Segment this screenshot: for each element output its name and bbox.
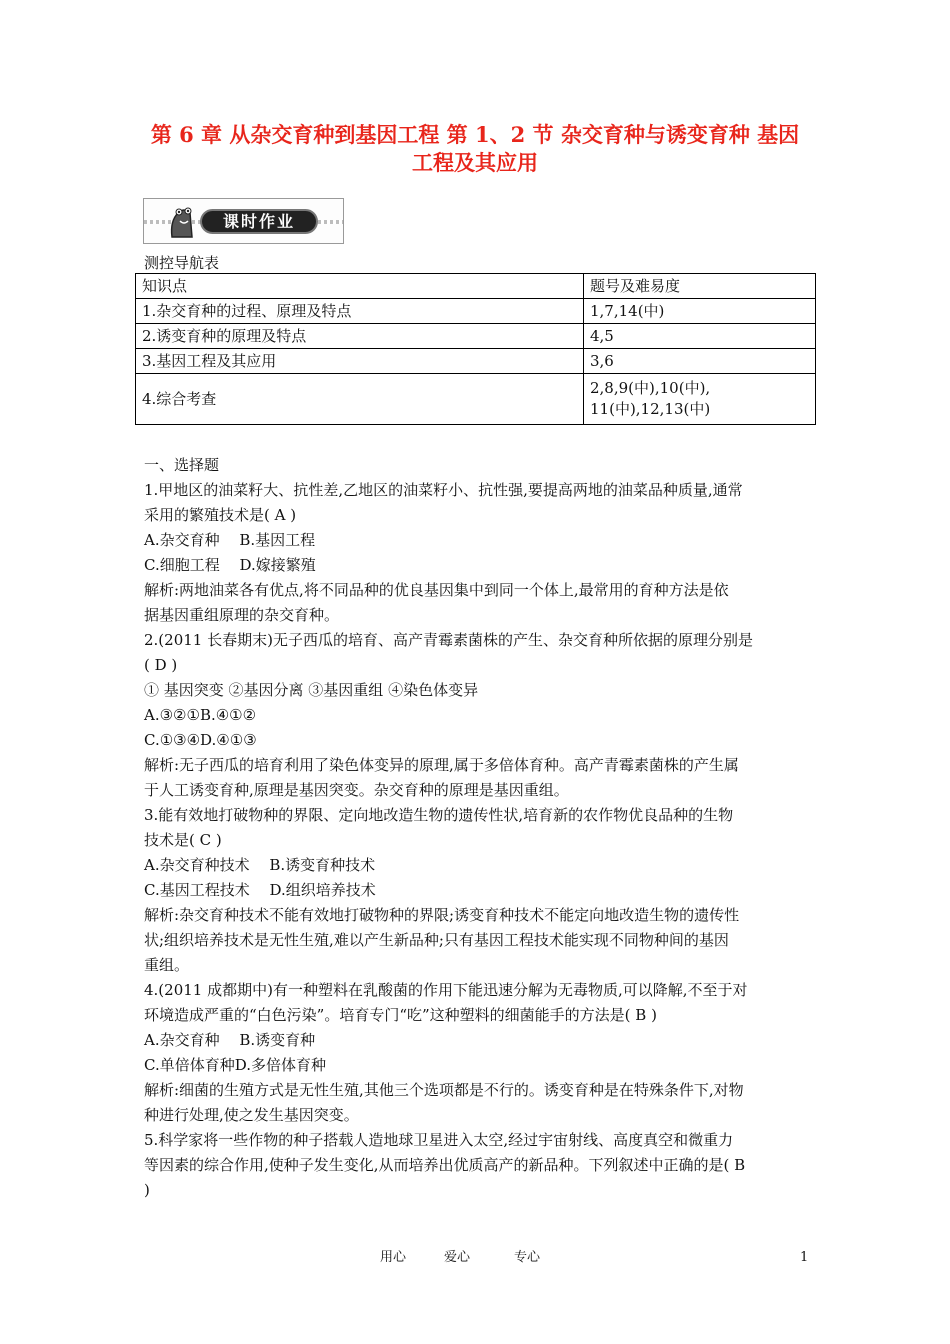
row-topic: 3.基因工程及其应用 xyxy=(136,349,584,374)
title-line-1: 第 6 章 从杂交育种到基因工程 第 1、2 节 杂交育种与诱变育种 基因 xyxy=(150,122,800,147)
table-row xyxy=(136,374,816,425)
body-line: ( D ) xyxy=(144,656,178,674)
title-line-2: 工程及其应用 xyxy=(412,150,538,175)
body-line: 1.甲地区的油菜籽大、抗性差,乙地区的油菜籽小、抗性强,要提高两地的油菜品种质量,通常 xyxy=(144,481,743,499)
body-line: 重组。 xyxy=(144,956,190,974)
body-line: C.单倍体育种D.多倍体育种 xyxy=(144,1056,326,1074)
body-line: 解析:杂交育种技术不能有效地打破物种的界限;诱变育种技术不能定向地改造生物的遗传性 xyxy=(144,906,740,924)
table-header-row xyxy=(136,274,816,299)
body-line: C.细胞工程 D.嫁接繁殖 xyxy=(144,556,316,574)
header-topic: 知识点 xyxy=(136,274,584,299)
body-line: 2.(2011 长春期末)无子西瓜的培育、高产青霉素菌株的产生、杂交育种所依据的原理分别是 xyxy=(144,631,753,649)
body-line: 解析:无子西瓜的培育利用了染色体变异的原理,属于多倍体育种。高产青霉素菌株的产生属 xyxy=(144,756,739,774)
table-caption: 测控导航表 xyxy=(144,254,220,272)
body-line: ) xyxy=(144,1181,150,1199)
row-items: 3,6 xyxy=(584,349,816,374)
body-line: 解析:细菌的生殖方式是无性生殖,其他三个选项都是不行的。诱变育种是在特殊条件下,对物 xyxy=(144,1081,744,1099)
body-line: C.基因工程技术 D.组织培养技术 xyxy=(144,881,376,899)
body-line: A.杂交育种 B.诱变育种 xyxy=(144,1031,316,1049)
body-line: 于人工诱变育种,原理是基因突变。杂交育种的原理是基因重组。 xyxy=(144,781,569,799)
body-line: A.杂交育种技术 B.诱变育种技术 xyxy=(144,856,376,874)
body-line: 一、选择题 xyxy=(144,456,220,474)
body-line: 5.科学家将一些作物的种子搭载人造地球卫星进入太空,经过宇宙射线、高度真空和微重力 xyxy=(144,1131,734,1149)
footer-middle: 爱心 xyxy=(444,1250,471,1265)
body-line: 3.能有效地打破物种的界限、定向地改造生物的遗传性状,培育新的农作物优良品种的生物 xyxy=(144,806,734,824)
table-row xyxy=(136,349,816,374)
homework-banner xyxy=(143,198,344,244)
navigation-table xyxy=(135,273,816,425)
row-items: 1,7,14(中) xyxy=(584,299,816,324)
body-line: 种进行处理,使之发生基因突变。 xyxy=(144,1106,359,1124)
snail-mascot-icon xyxy=(166,203,202,239)
table-row xyxy=(136,324,816,349)
body-line: 等因素的综合作用,使种子发生变化,从而培养出优质高产的新品种。下列叙述中正确的是( B xyxy=(144,1156,746,1174)
body-line: A.杂交育种 B.基因工程 xyxy=(144,531,316,549)
body-line: 解析:两地油菜各有优点,将不同品种的优良基因集中到同一个体上,最常用的育种方法是依 xyxy=(144,581,729,599)
body-line: 采用的繁殖技术是( A ) xyxy=(144,506,297,524)
row-topic: 1.杂交育种的过程、原理及特点 xyxy=(136,299,584,324)
document-title xyxy=(100,121,850,177)
banner-label: 课时作业 xyxy=(200,209,318,234)
row-items xyxy=(584,374,816,425)
body-line: 状;组织培养技术是无性生殖,难以产生新品种;只有基因工程技术能实现不同物种间的基因 xyxy=(144,931,729,949)
page-number: 1 xyxy=(800,1250,809,1265)
body-line: A.③②①B.④①② xyxy=(144,706,257,724)
question-body xyxy=(144,453,810,1203)
row-items-line-2: 11(中),12,13(中) xyxy=(590,400,711,418)
header-items: 题号及难易度 xyxy=(584,274,816,299)
table-row xyxy=(136,299,816,324)
body-line: 4.(2011 成都期中)有一种塑料在乳酸菌的作用下能迅速分解为无毒物质,可以降解,不至于对 xyxy=(144,981,748,999)
body-line: ① 基因突变 ②基因分离 ③基因重组 ④染色体变异 xyxy=(144,681,479,699)
row-items-line-1: 2,8,9(中),10(中), xyxy=(590,379,711,397)
footer-right: 专心 xyxy=(514,1250,541,1265)
body-line: 据基因重组原理的杂交育种。 xyxy=(144,606,340,624)
row-items: 4,5 xyxy=(584,324,816,349)
body-line: 环境造成严重的“白色污染”。培育专门“吃”这种塑料的细菌能手的方法是( B ) xyxy=(144,1006,657,1024)
body-line: 技术是( C ) xyxy=(144,831,222,849)
row-topic: 4.综合考查 xyxy=(136,374,584,425)
row-topic: 2.诱变育种的原理及特点 xyxy=(136,324,584,349)
footer-left: 用心 xyxy=(380,1250,407,1265)
body-line: C.①③④D.④①③ xyxy=(144,731,257,749)
